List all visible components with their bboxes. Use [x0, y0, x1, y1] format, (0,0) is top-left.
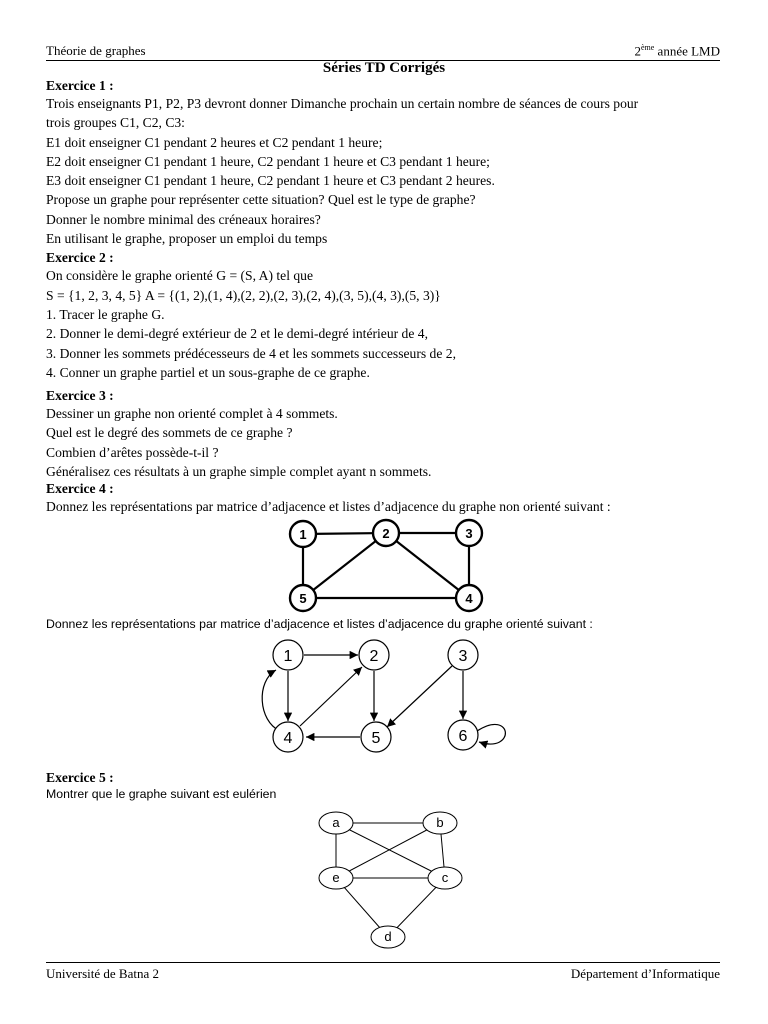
ex2-heading: Exercice 2 :	[46, 250, 114, 266]
graph1-node-5-label: 5	[299, 591, 307, 606]
arc-4-1	[262, 670, 280, 731]
graph3-node-d	[371, 926, 405, 948]
graph2-node-4	[273, 722, 303, 752]
graph2-node-6-label: 6	[458, 728, 468, 745]
header-course: Théorie de graphes	[46, 43, 146, 58]
ex3-line: Quel est le degré des sommets de ce graphe ?	[46, 425, 293, 441]
edge-2-4	[386, 533, 469, 598]
graph2-node-3-label: 3	[458, 648, 468, 665]
graph1-node-4-label: 4	[465, 591, 473, 606]
footer-university: Université de Batna 2	[46, 966, 159, 981]
ex2-line: On considère le graphe orienté G = (S, A) tel que	[46, 268, 313, 284]
ex3-line: Dessiner un graphe non orienté complet à 4 sommets.	[46, 406, 338, 422]
page-title: Séries TD Corrigés	[322, 60, 446, 76]
page-footer	[46, 962, 720, 981]
ex1-line: trois groupes C1, C2, C3:	[46, 115, 185, 131]
ex1-line: Donner le nombre minimal des créneaux horaires?	[46, 211, 321, 227]
graph2-node-1	[273, 640, 303, 670]
graph2-node-3	[448, 640, 478, 670]
graph1-node-2-label: 2	[382, 526, 390, 541]
ex1-line: E1 doit enseigner C1 pendant 2 heures et C2 pendant 1 heure;	[46, 134, 383, 150]
graph3-node-e-label: e	[332, 870, 340, 885]
graph3-node-b	[423, 812, 457, 834]
ex1-heading: Exercice 1 :	[46, 78, 114, 93]
footer-department: Département d’Informatique	[570, 966, 720, 981]
graph3-node-a-label: a	[332, 815, 340, 830]
ex1-line: E2 doit enseigner C1 pendant 1 heure, C2 pendant 1 heure et C3 pendant 1 heure;	[46, 153, 490, 169]
ex2-line: 2. Donner le demi-degré extérieur de 2 et le demi-degré intérieur de 4,	[46, 326, 428, 342]
directed-graph-figure	[258, 636, 518, 766]
graph2-node-2	[359, 640, 389, 670]
graph1-node-3-label: 3	[465, 526, 473, 541]
page-header	[46, 42, 720, 61]
ex2-line: 3. Donner les sommets prédécesseurs de 4 et les sommets successeurs de 2,	[46, 345, 456, 361]
header-level-sup: ème	[640, 43, 655, 52]
ex1-line: Propose un graphe pour représenter cette situation? Quel est le type de graphe?	[46, 192, 476, 208]
graph1-node-4	[456, 585, 482, 611]
graph2-node-5-label: 5	[371, 730, 381, 747]
graph2-node-6	[448, 720, 478, 750]
arc-3-5	[387, 666, 452, 727]
graph2-node-2-label: 2	[369, 648, 379, 665]
ex4-line2: Donnez les représentations par matrice d’adjacence et listes d’adjacence du graphe orienté suivant :	[46, 617, 593, 631]
header-level	[634, 43, 720, 59]
graph1-node-5	[290, 585, 316, 611]
graph2-node-5	[361, 722, 391, 752]
edge-2-5	[303, 533, 386, 598]
ex5-line: Montrer que le graphe suivant est eulérien	[46, 787, 277, 801]
graph1-node-1	[290, 521, 316, 547]
ex3-line: Combien d’arêtes possède-t-il ?	[46, 444, 219, 460]
ex2-line: S = {1, 2, 3, 4, 5} A = {(1, 2),(1, 4),(2, 2),(2, 3),(2, 4),(3, 5),(4, 3),(5, 3)}	[46, 287, 441, 303]
graph3-node-e	[319, 867, 353, 889]
ex1-line: En utilisant le graphe, proposer un emploi du temps	[46, 231, 328, 247]
ex4-heading: Exercice 4 :	[46, 481, 114, 497]
ex1-line: Trois enseignants P1, P2, P3 devront donner Dimanche prochain un certain nombre de séances de cours pour	[46, 96, 639, 111]
ex1-line: E3 doit enseigner C1 pendant 1 heure, C2 pendant 1 heure et C3 pendant 2 heures.	[46, 173, 495, 189]
graph1-node-2	[373, 520, 399, 546]
arc-6-6	[477, 724, 505, 744]
graph1-node-3	[456, 520, 482, 546]
ex2-line: 4. Conner un graphe partiel et un sous-graphe de ce graphe.	[46, 364, 370, 380]
eulerian-graph-figure	[312, 806, 472, 956]
arc-4-2	[300, 667, 362, 726]
graph3-node-b-label: b	[436, 815, 444, 830]
graph3-node-c	[428, 867, 462, 889]
graph2-node-1-label: 1	[283, 648, 293, 665]
header-level-number: 2	[634, 43, 641, 59]
graph3-node-d-label: d	[384, 929, 392, 944]
ex4-line1: Donnez les représentations par matrice d’adjacence et listes d’adjacence du graphe non orienté suivant :	[46, 499, 611, 515]
ex3-line: Généralisez ces résultats à un graphe simple complet ayant n sommets.	[46, 464, 432, 480]
ex2-line: 1. Tracer le graphe G.	[46, 306, 165, 322]
graph3-node-a	[319, 812, 353, 834]
graph3-node-c-label: c	[441, 870, 449, 885]
graph2-node-4-label: 4	[283, 730, 293, 747]
header-level-text: année LMD	[654, 43, 720, 59]
document-body	[46, 78, 722, 517]
graph1-node-1-label: 1	[299, 527, 307, 542]
undirected-graph-figure	[280, 517, 490, 613]
ex5-heading: Exercice 5 :	[46, 770, 114, 785]
ex3-heading: Exercice 3 :	[46, 388, 114, 404]
